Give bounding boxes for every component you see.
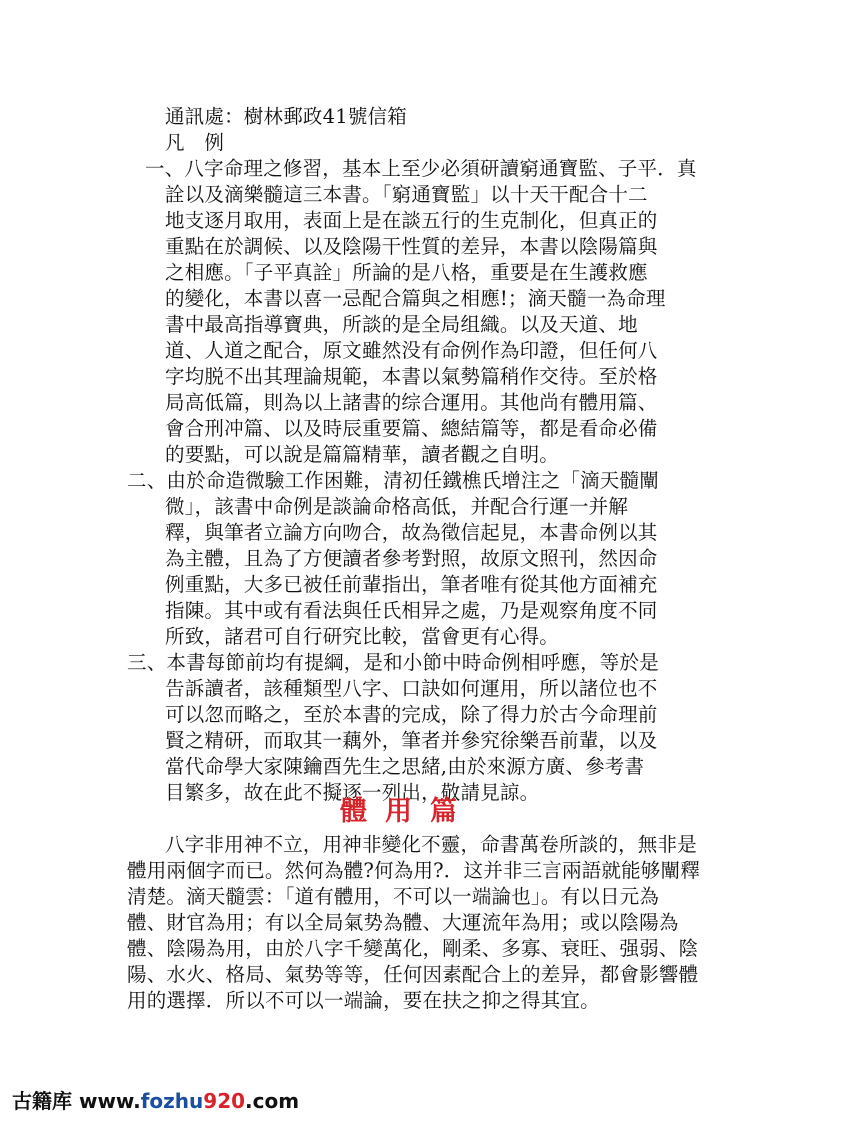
- notes-line: 字均脱不出其理論規範，本書以氣勢篇稍作交待。至於格: [165, 365, 658, 388]
- body-line: 體、陰陽為用，由於八字千變萬化，剛柔、多寡、衰旺、强弱、陰: [127, 937, 699, 960]
- watermark-url-num: 920: [203, 1089, 246, 1113]
- notes-line: 的要點，可以說是篇篇精華，讀者觀之自明。: [165, 443, 560, 466]
- body-line: 陽、水火、格局、氣势等等，任何因素配合上的差异，都會影響體: [127, 963, 699, 986]
- watermark-url-mid: fozhu: [140, 1089, 204, 1113]
- notes-line: 例重點，大多已被任前輩指出，筆者唯有從其他方面補充: [165, 573, 658, 596]
- notes-line: 當代命學大家陳鑰酉先生之思緒,由於來源方廣、參考書: [165, 755, 645, 778]
- notes-line: 道、人道之配合，原文雖然没有命例作為印證，但任何八: [165, 339, 658, 362]
- notes-line: 二、由於命造微驗工作困難，清初任鐵樵氏增注之「滴天髓闡: [127, 469, 659, 492]
- notes-line: 會合刑冲篇、以及時辰重要篇、總結篇等，都是看命必備: [165, 417, 658, 440]
- watermark-url-prefix: www.: [78, 1089, 141, 1113]
- site-watermark: [12, 1088, 299, 1114]
- body-line: 清楚。滴天髓雲：「道有體用，不可以一端論也」。有以日元為: [127, 885, 660, 908]
- notes-line: 三、本書每節前均有提綱，是和小節中時命例相呼應，等於是: [127, 651, 659, 674]
- notes-line: 可以忽而略之，至於本書的完成，除了得力於古今命理前: [165, 703, 658, 726]
- section-title: 體用篇: [340, 796, 475, 827]
- watermark-label: 古籍库: [12, 1089, 79, 1113]
- notes-line: 書中最高指導寶典，所談的是全局组織。以及天道、地: [165, 313, 638, 336]
- notes-line: 釋，與筆者立論方向吻合，故為徵信起見，本書命例以其: [165, 521, 658, 544]
- body-line: 體用兩個字而已。然何為體?何為用?．这并非三言兩語就能够闡釋: [127, 859, 700, 882]
- notes-line: 局高低篇，則為以上諸書的综合運用。其他尚有體用篇、: [165, 391, 658, 414]
- notes-line: 所致，諸君可自行研究比較，當會更有心得。: [165, 625, 560, 648]
- body-line: 用的選擇．所以不可以一端論，要在扶之抑之得其宜。: [127, 989, 600, 1012]
- notes-line: 一、八字命理之修習，基本上至少必須研讀窮通寶監、子平．真: [145, 157, 697, 180]
- notes-line: 的變化，本書以喜一忌配合篇與之相應!；滴天髓一為命理: [165, 287, 666, 310]
- notes-line: 目繁多，故在此不擬逐一列出，敬請見諒。: [165, 781, 540, 804]
- notes-line: 為主體，且為了方便讀者參考對照，故原文照刊，然因命: [165, 547, 658, 570]
- notes-line: 地支逐月取用，表面上是在談五行的生克制化，但真正的: [165, 209, 658, 232]
- body-line: 體、財官為用；有以全局氣势為體、大運流年為用；或以陰陽為: [127, 911, 679, 934]
- notes-line: 告訴讀者，該種類型八字、口訣如何運用，所以諸位也不: [165, 677, 658, 700]
- contact-line: 通訊處：樹林郵政41號信箱: [165, 105, 407, 128]
- notes-line: 重點在於調候、以及陰陽干性質的差异，本書以陰陽篇與: [165, 235, 658, 258]
- body-line: 八字非用神不立，用神非變化不靈，命書萬卷所談的，無非是: [165, 833, 697, 856]
- notes-line: 微」，該書中命例是談論命格高低，并配合行運一并解: [165, 495, 629, 518]
- notes-line: 賢之精研，而取其一藕外，筆者并參究徐樂吾前輩，以及: [165, 729, 658, 752]
- notes-line: 詮以及滴樂髓這三本書。「窮通寶監」以十天干配合十二: [165, 183, 648, 206]
- notes-heading: 凡 例: [165, 131, 225, 154]
- notes-line: 指陳。其中或有看法與任氏相异之處，乃是观察角度不同: [165, 599, 658, 622]
- notes-line: 之相應。「子平真詮」所論的是八格，重要是在生護救應: [165, 261, 648, 284]
- watermark-url-suffix: .com: [245, 1089, 300, 1113]
